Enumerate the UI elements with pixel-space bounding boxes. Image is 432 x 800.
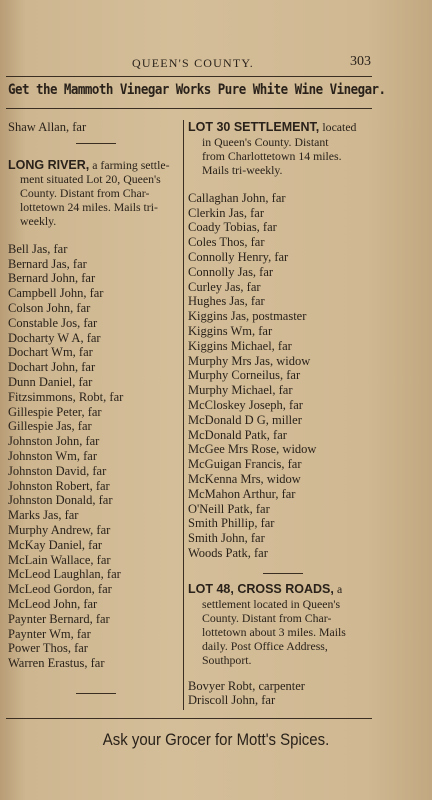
section-description-line: County. Distant from Char-: [202, 610, 332, 625]
list-item: Bell Jas, far: [8, 241, 68, 256]
section-title-rest: a: [336, 581, 343, 596]
list-item: Coady Tobias, far: [188, 220, 277, 235]
list-item: Connolly Henry, far: [188, 249, 289, 264]
section-description-line: County. Distant from Char-: [20, 185, 150, 200]
section-description-line: settlement located in Queen's: [202, 596, 341, 611]
header-rule: [6, 76, 372, 77]
page-header: [0, 54, 432, 76]
list-item: Clerkin Jas, far: [188, 205, 265, 220]
section-title-rest: located: [322, 120, 357, 134]
list-item: Murphy Mrs Jas, widow: [188, 353, 311, 368]
list-item: McMahon Arthur, far: [188, 486, 296, 501]
list-item: Paynter Wm, far: [8, 626, 91, 641]
list-item: Hughes Jas, far: [188, 294, 265, 309]
list-item: Power Thos, far: [8, 641, 88, 656]
column-end-divider: [76, 693, 116, 694]
list-item: McDonald D G, miller: [188, 412, 302, 427]
list-item: Bernard Jas, far: [8, 256, 87, 271]
list-item: Colson John, far: [8, 300, 91, 315]
section-description-line: daily. Post Office Address,: [202, 638, 328, 653]
list-item: Johnston Robert, far: [8, 478, 110, 493]
list-item: Johnston Wm, far: [8, 448, 97, 463]
list-item: McGuigan Francis, far: [188, 457, 302, 472]
section-divider: [76, 143, 116, 144]
list-item: Johnston Donald, far: [8, 493, 113, 508]
list-item: Kiggins Jas, postmaster: [188, 309, 307, 324]
spices-advertisement: Ask your Grocer for Mott's Spices.: [102, 730, 330, 749]
footer-rule: [6, 718, 372, 719]
list-item: Coles Thos, far: [188, 235, 265, 250]
list-item: Woods Patk, far: [188, 545, 268, 560]
list-item: Johnston David, far: [8, 463, 107, 478]
list-item: Dochart Wm, far: [8, 345, 93, 360]
section-description-line: lottetown 24 miles. Mails tri-: [20, 199, 158, 214]
list-item: Bovyer Robt, carpenter: [188, 678, 305, 693]
list-item: Fitzsimmons, Robt, far: [8, 389, 124, 404]
page-number: 303: [350, 54, 371, 69]
list-item: Connolly Jas, far: [188, 264, 274, 279]
list-item: McLeod John, far: [8, 596, 98, 611]
section-description-line: ment situated Lot 20, Queen's: [20, 171, 161, 186]
section-title: LOT 30 SETTLEMENT,: [188, 120, 320, 134]
section-title: LOT 48, CROSS ROADS,: [188, 581, 334, 596]
list-item: O'Neill Patk, far: [188, 501, 270, 516]
lot30-residents: [188, 191, 378, 561]
section-description-line: weekly.: [20, 213, 57, 228]
list-item: Curley Jas, far: [188, 279, 261, 294]
list-item: Marks Jas, far: [8, 508, 79, 523]
list-item: Constable Jos, far: [8, 315, 98, 330]
list-item: Warren Erastus, far: [8, 656, 105, 671]
list-item: Campbell John, far: [8, 286, 104, 301]
list-item: McKenna Mrs, widow: [188, 471, 301, 486]
list-item: Murphy Corneilus, far: [188, 368, 301, 383]
list-item: Murphy Andrew, far: [8, 522, 111, 537]
section-description-line: a farming settle-: [92, 157, 170, 172]
right-column: [188, 120, 378, 708]
list-item: Dunn Daniel, far: [8, 374, 93, 389]
column-divider: [183, 120, 184, 710]
list-item: Gillespie Jas, far: [8, 419, 92, 434]
long-river-section: [8, 158, 183, 228]
list-item: Murphy Michael, far: [188, 383, 293, 398]
section-description-line: from Charlottetown 14 miles.: [202, 148, 342, 163]
list-item: McGee Mrs Rose, widow: [188, 442, 317, 457]
county-heading: QUEEN'S COUNTY.: [132, 56, 254, 70]
lot30-section: [188, 120, 378, 177]
list-item: McKay Daniel, far: [8, 537, 103, 552]
list-item: McLeod Gordon, far: [8, 582, 112, 597]
list-item: Johnston John, far: [8, 434, 100, 449]
list-item: Kiggins Wm, far: [188, 323, 273, 338]
section-description-line: in Queen's County. Distant: [202, 134, 329, 149]
list-item: Gillespie Peter, far: [8, 404, 102, 419]
left-column: [8, 120, 183, 702]
list-item: McDonald Patk, far: [188, 427, 287, 442]
section-description-line: Southport.: [202, 652, 252, 667]
vinegar-advertisement: Get the Mammoth Vinegar Works Pure White Wine Vinegar.: [8, 82, 386, 98]
list-item: Dochart John, far: [8, 360, 96, 375]
list-item: Driscoll John, far: [188, 693, 276, 708]
list-item: Shaw Allan, far: [8, 120, 87, 134]
lot48-residents: [188, 679, 378, 709]
section-description-line: Mails tri-weekly.: [202, 162, 283, 177]
section-description-line: lottetown about 3 miles. Mails: [202, 624, 346, 639]
list-item: Docharty W A, far: [8, 330, 101, 345]
list-item: McCloskey Joseph, far: [188, 397, 303, 412]
long-river-residents: [8, 242, 183, 671]
section-divider: [263, 573, 303, 574]
lot48-section: [188, 582, 378, 667]
section-title: LONG RIVER,: [8, 157, 90, 172]
list-item: McLain Wallace, far: [8, 552, 111, 567]
list-item: Smith John, far: [188, 531, 265, 546]
list-item: Bernard John, far: [8, 271, 96, 286]
list-item: Smith Phillip, far: [188, 516, 275, 531]
list-item: Paynter Bernard, far: [8, 611, 110, 626]
list-item: McLeod Laughlan, far: [8, 567, 121, 582]
list-item: Callaghan John, far: [188, 190, 286, 205]
banner-rule: [6, 108, 372, 109]
list-item: Kiggins Michael, far: [188, 338, 292, 353]
